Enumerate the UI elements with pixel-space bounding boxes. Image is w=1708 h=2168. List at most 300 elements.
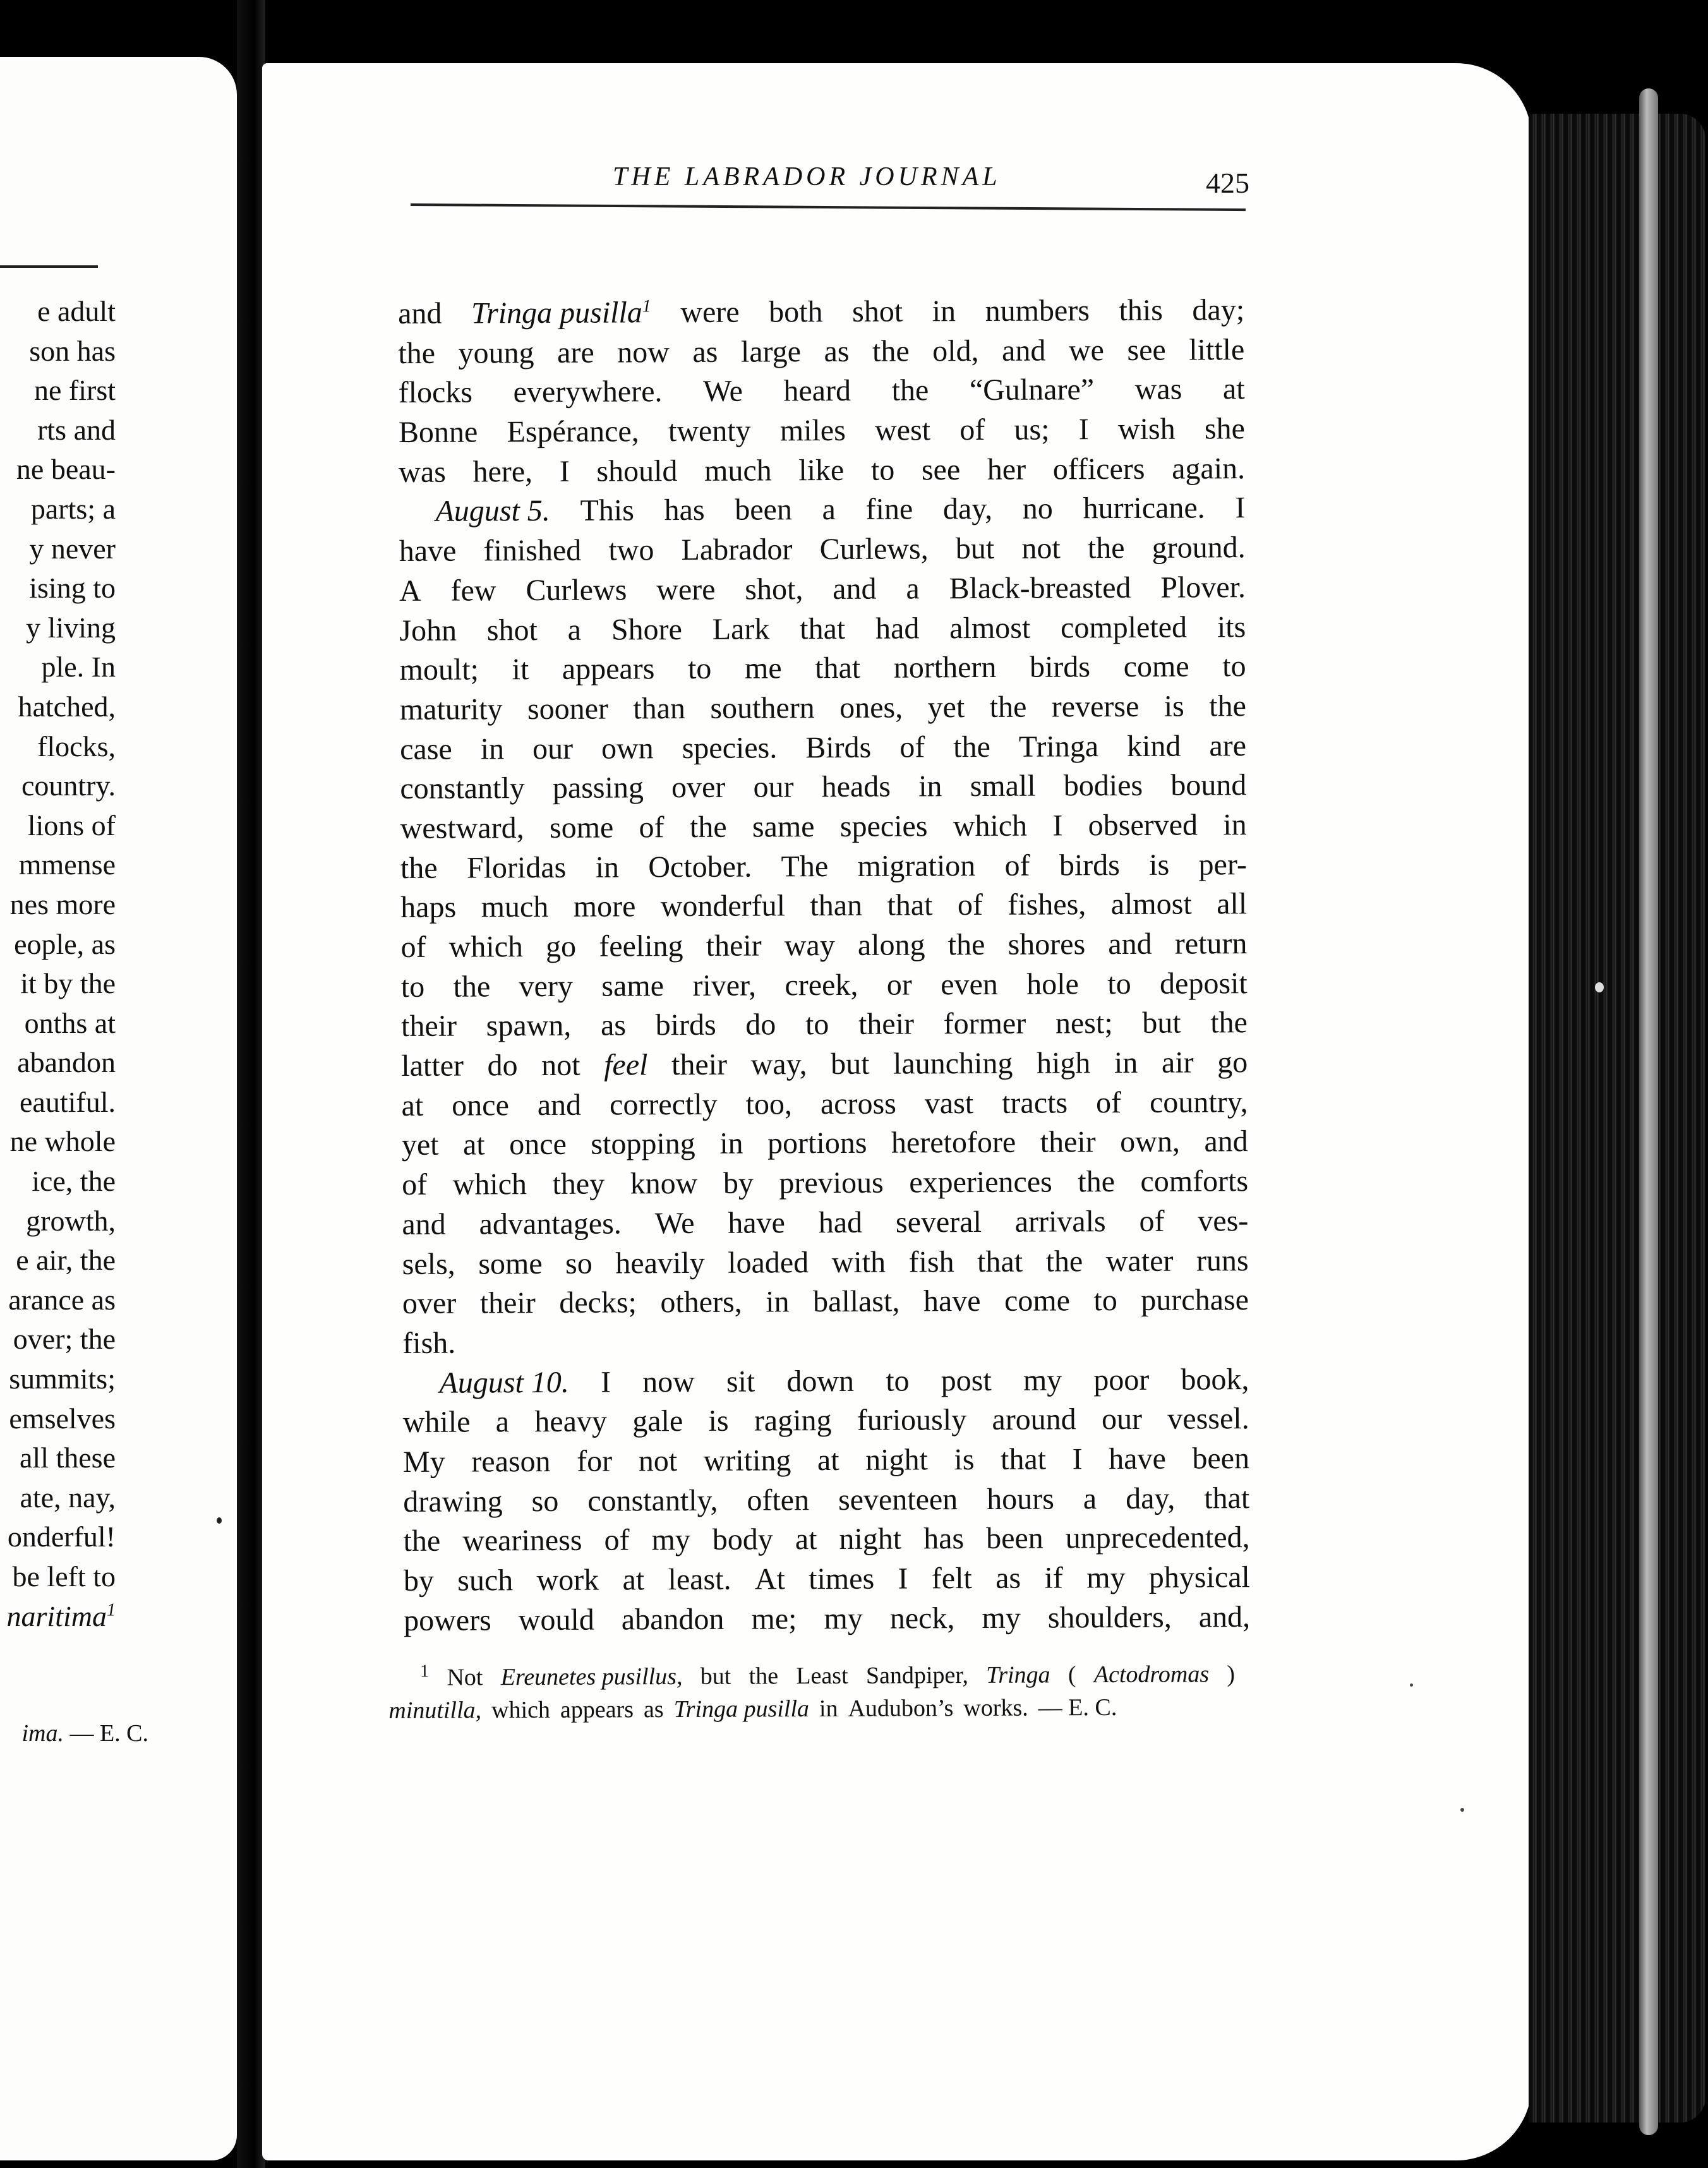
text-line [400,924,1247,968]
word: passing [552,771,644,805]
word: were [680,295,740,330]
left-header-rule [0,265,98,268]
word: species. [682,730,778,765]
word: heads [821,769,891,804]
word: the [989,690,1027,724]
footnote-line [388,1690,1235,1727]
word: a [495,1405,510,1439]
word: constantly, [587,1483,718,1518]
left-text-line: mmense [18,848,116,881]
word: were [656,572,716,607]
word: loaded [728,1245,809,1280]
word: everywhere. [513,375,663,409]
word: but [955,532,995,566]
word: while [402,1405,471,1440]
word: west [874,413,931,447]
word: former [943,1007,1026,1041]
text-line [401,1043,1248,1087]
left-text-line: ne first [33,374,116,407]
word: shot [486,613,538,647]
word: which [491,1696,551,1724]
word: heavily [615,1246,705,1280]
word: had [875,611,920,646]
word: Plover. [1160,570,1246,605]
left-text-line: all these [20,1442,116,1474]
word: again. [1172,451,1246,486]
text-line [398,330,1244,374]
word: is [1164,689,1184,723]
word: ballast, [812,1284,900,1319]
text-line [399,449,1245,493]
footnote-number: 1 [420,1661,430,1682]
word: the [891,373,929,407]
word: a [567,613,582,647]
word: day, [942,492,993,526]
word: the [953,730,990,764]
word: stopping [591,1127,695,1162]
word: some [549,810,614,845]
text-line [402,1320,1249,1364]
word: often [747,1483,810,1517]
word: felt [931,1562,972,1596]
word: here, [472,454,533,489]
word: have [399,534,457,569]
word: too, [745,1087,793,1121]
word: go [546,929,577,963]
word: I [1052,809,1063,843]
word: gale [632,1404,683,1438]
word: so [531,1484,559,1518]
word: which [953,809,1028,843]
left-text-line: flocks, [37,730,116,762]
word: is [954,1442,975,1477]
left-text-line: summits; [9,1363,116,1395]
text-line [399,568,1246,611]
word: like [798,453,845,487]
word: as [995,1561,1021,1595]
word: us; [1014,413,1050,447]
word: numbers [985,294,1090,328]
word: to [886,1364,910,1398]
word: their [671,1047,728,1082]
word: shores [1007,927,1086,961]
word: ( [1068,1661,1076,1689]
word: own, [1120,1125,1181,1159]
word: her [987,452,1026,486]
word: for [577,1444,613,1478]
word: fishes, [1007,888,1086,922]
word: are [556,335,594,370]
word: would [518,1603,594,1637]
word: that [887,888,933,922]
word: reason [471,1444,551,1479]
word: way [784,928,835,963]
word: no [1022,491,1053,526]
word: have [923,1284,981,1318]
word: been [1192,1442,1250,1476]
word: runs [1196,1243,1249,1277]
ink-speck [1460,1808,1464,1812]
word: my [982,1601,1021,1635]
word: old, [932,334,979,368]
word: once [509,1128,567,1162]
word: the [1087,531,1125,565]
word: ves- [1198,1203,1249,1238]
word: of [400,930,426,964]
word: flocks [398,375,473,410]
word: had [818,1205,863,1239]
word: appears [562,652,655,687]
word: spawn, [486,1009,572,1043]
word: heard [783,374,851,408]
left-text-line: eople, as [14,927,116,960]
text-line [403,1439,1249,1483]
text-line [404,1598,1250,1641]
ink-speck [1410,1683,1413,1687]
word: deposit [1159,966,1248,1001]
word: of [1095,1085,1122,1119]
ink-speck [217,1517,222,1524]
word: at [622,1563,645,1597]
word: October. [648,850,752,884]
word: at [795,1522,817,1557]
left-text-line: e adult [37,295,116,327]
word: are [1209,728,1247,762]
word: previous [779,1165,884,1200]
word: same [601,968,665,1003]
word: has [923,1522,965,1556]
word: night [839,1522,902,1557]
word: come [1004,1284,1071,1318]
word: its [1217,610,1246,644]
word: arrivals [1014,1204,1106,1239]
word: the [1209,689,1246,723]
word: the [400,851,438,885]
word: or [886,968,912,1002]
word: least. [668,1562,731,1597]
word: water [1105,1244,1174,1278]
text-line [402,1280,1249,1324]
word: yet [927,690,965,725]
text-line [399,608,1246,651]
text-line [403,1518,1249,1562]
word: their [858,1007,915,1042]
word: ) [1227,1661,1236,1688]
word: both [769,295,823,329]
left-text-line: emselves [9,1402,116,1435]
text-line [400,687,1246,730]
word: of [1004,848,1030,882]
left-text-line: ate, nay, [20,1481,116,1514]
left-text-line: y never [29,532,116,565]
word: physical [1148,1560,1250,1594]
word: that [1000,1442,1047,1476]
text-line [400,845,1247,889]
left-text-line: son has [29,334,116,367]
word: Curlews, [819,532,929,567]
page-number: 425 [1206,167,1249,199]
word: so [565,1246,592,1280]
word: A [399,574,421,608]
word: not [541,1048,580,1083]
word: country, [1149,1085,1248,1119]
word: twenty [668,414,751,449]
word: even [941,967,998,1001]
word: bodies [1063,769,1143,803]
text-line [399,647,1246,690]
word: more [573,889,636,924]
body-text [398,291,1250,1641]
left-text-line: over; the [13,1323,116,1356]
word: shoulders, [1047,1600,1172,1635]
word: ground. [1152,531,1246,565]
left-text-line: ice, the [32,1165,116,1198]
word: and [1204,1124,1248,1159]
word: that [800,611,846,646]
word: drawing [403,1484,503,1519]
word: officers [1052,452,1145,486]
word: now [617,335,670,370]
word: Not [447,1664,483,1691]
word: as [824,334,850,368]
word: comforts [1140,1164,1249,1199]
word: fish [908,1244,954,1279]
word: a [906,572,920,606]
word: of [899,730,925,764]
word: wish [1117,412,1176,447]
word: Audubon’s [848,1695,954,1722]
word: should [596,454,678,488]
word: sels, [402,1247,455,1281]
word: raging [754,1404,832,1438]
word: birds [655,1008,716,1042]
word: fish. [402,1326,456,1360]
word: in [719,1127,743,1161]
word: fine [865,492,913,527]
left-text-line: be left to [12,1560,116,1593]
word: northern [893,651,997,685]
word: not [638,1444,678,1478]
word: and [1001,334,1046,368]
word: of [402,1167,428,1202]
word: they [552,1167,605,1201]
word: We [654,1206,695,1241]
word: the [1045,1244,1083,1279]
word: to [1222,649,1246,684]
word: all [1217,887,1248,921]
word: go [1217,1045,1248,1080]
word: me [744,651,782,685]
word: with [831,1245,886,1279]
word: do [487,1049,518,1083]
word: such [457,1563,514,1598]
text-line [402,1241,1249,1285]
word: much [481,890,549,924]
word: my [651,1523,690,1557]
word: I [1078,413,1089,447]
left-text-line: it by the [20,967,116,1000]
page-edge-highlight [1639,88,1658,2135]
word: river, [692,968,757,1003]
text-line [402,1162,1248,1205]
word: two [608,533,654,567]
left-text-line: growth, [26,1204,116,1237]
word: see [921,452,961,487]
word: the [403,1524,441,1558]
left-text-line: ising to [29,572,116,605]
word: furiously [857,1403,967,1438]
word: vessel. [1167,1402,1249,1436]
text-line [399,370,1245,414]
word: We [702,374,743,409]
word: hole [1026,967,1079,1001]
word: than [633,691,686,726]
word: now [642,1364,695,1399]
word: was [1134,372,1182,407]
word: by [403,1563,435,1598]
word: to [1107,967,1131,1001]
word: in [932,294,956,328]
word: in [766,1285,790,1319]
word: and [833,572,877,606]
word: species [839,809,928,843]
word: as [692,335,718,369]
word: in [1223,808,1247,842]
word: abandon [621,1602,725,1637]
word: been [735,493,793,527]
word: by [723,1166,754,1200]
word: almost [949,611,1031,645]
word: young [458,335,534,370]
word: reverse [1051,689,1140,724]
word: in [819,1695,838,1723]
word: This [580,493,635,528]
text-line [403,1479,1249,1522]
word: John [399,613,457,647]
word: she [1204,412,1245,446]
word: and [537,1088,582,1122]
left-text-line: onths at [24,1006,116,1039]
footnote-marker: 1 [107,1600,116,1620]
word: that [1204,1481,1250,1515]
word: hours [987,1482,1054,1516]
word: correctly [609,1087,718,1122]
word: of [604,1523,630,1557]
text-line [401,1083,1248,1126]
word: has [664,493,705,527]
word: have [728,1206,786,1240]
word: Floridas [466,850,567,885]
word: Bonne [398,415,478,450]
word: times [809,1562,875,1596]
word: that [815,651,861,685]
word: I [898,1562,908,1596]
word: birds [1059,848,1121,882]
word: feel [604,1048,648,1082]
word: book, [1181,1362,1249,1397]
word: large [740,334,802,369]
text-line [400,766,1246,809]
word: The [781,849,829,883]
text-line [401,1004,1248,1047]
word: At [754,1562,785,1596]
word: of [959,413,985,447]
word: miles [779,413,846,448]
word: way, [750,1047,807,1081]
word: high [1036,1046,1091,1080]
word: others, [660,1285,742,1320]
word: migration [857,848,976,883]
word: to [870,453,895,487]
word: I [1072,1442,1083,1476]
word: advantages. [479,1207,622,1241]
word: unprecedented, [1065,1521,1250,1555]
word: own [601,731,654,766]
word: sit [726,1364,755,1399]
word: but [700,1663,731,1690]
word: the [1210,1006,1248,1040]
word: but [1142,1006,1181,1040]
word: experiences [909,1165,1052,1200]
word: over [671,770,726,805]
word: return [1174,927,1248,961]
word: and [398,296,442,330]
word: Sandpiper, [865,1661,969,1689]
word: day; [1192,293,1245,327]
word: to [805,1008,829,1042]
word: and [402,1207,446,1241]
word: a [1083,1481,1097,1515]
word: poor [1093,1363,1150,1397]
text-line [401,964,1248,1008]
word: westward, [400,811,524,845]
word: post [941,1363,992,1397]
text-line [402,1123,1248,1166]
word: our [1101,1402,1143,1436]
word: “Gulnare” [969,373,1095,407]
word: the [947,927,985,962]
word: Espérance, [507,414,639,449]
word: tracts [1002,1086,1068,1120]
word: of [957,888,983,922]
word: the [689,810,727,844]
word: in [595,850,620,884]
word: my [1086,1560,1126,1595]
word: My [402,1445,445,1479]
word: is [708,1404,729,1438]
word: the [453,970,491,1004]
word: the [398,336,436,370]
text-line [399,409,1245,453]
word: at [401,1088,424,1123]
word: writing [703,1443,791,1478]
word: August 10. [439,1365,569,1400]
word: Lark [712,611,770,646]
word: seventeen [838,1482,958,1517]
word: our [532,732,574,766]
word: in [480,732,505,766]
left-text-line: eautiful. [20,1085,116,1118]
word: Tringa pusilla [673,1695,810,1723]
word: night [865,1443,928,1477]
left-text-line: parts; a [30,492,116,525]
word: Birds [805,730,872,764]
word: shot [851,294,903,328]
word: not [1021,531,1061,565]
running-head [351,158,1249,199]
left-page [0,57,237,2160]
word: decks; [559,1286,637,1320]
